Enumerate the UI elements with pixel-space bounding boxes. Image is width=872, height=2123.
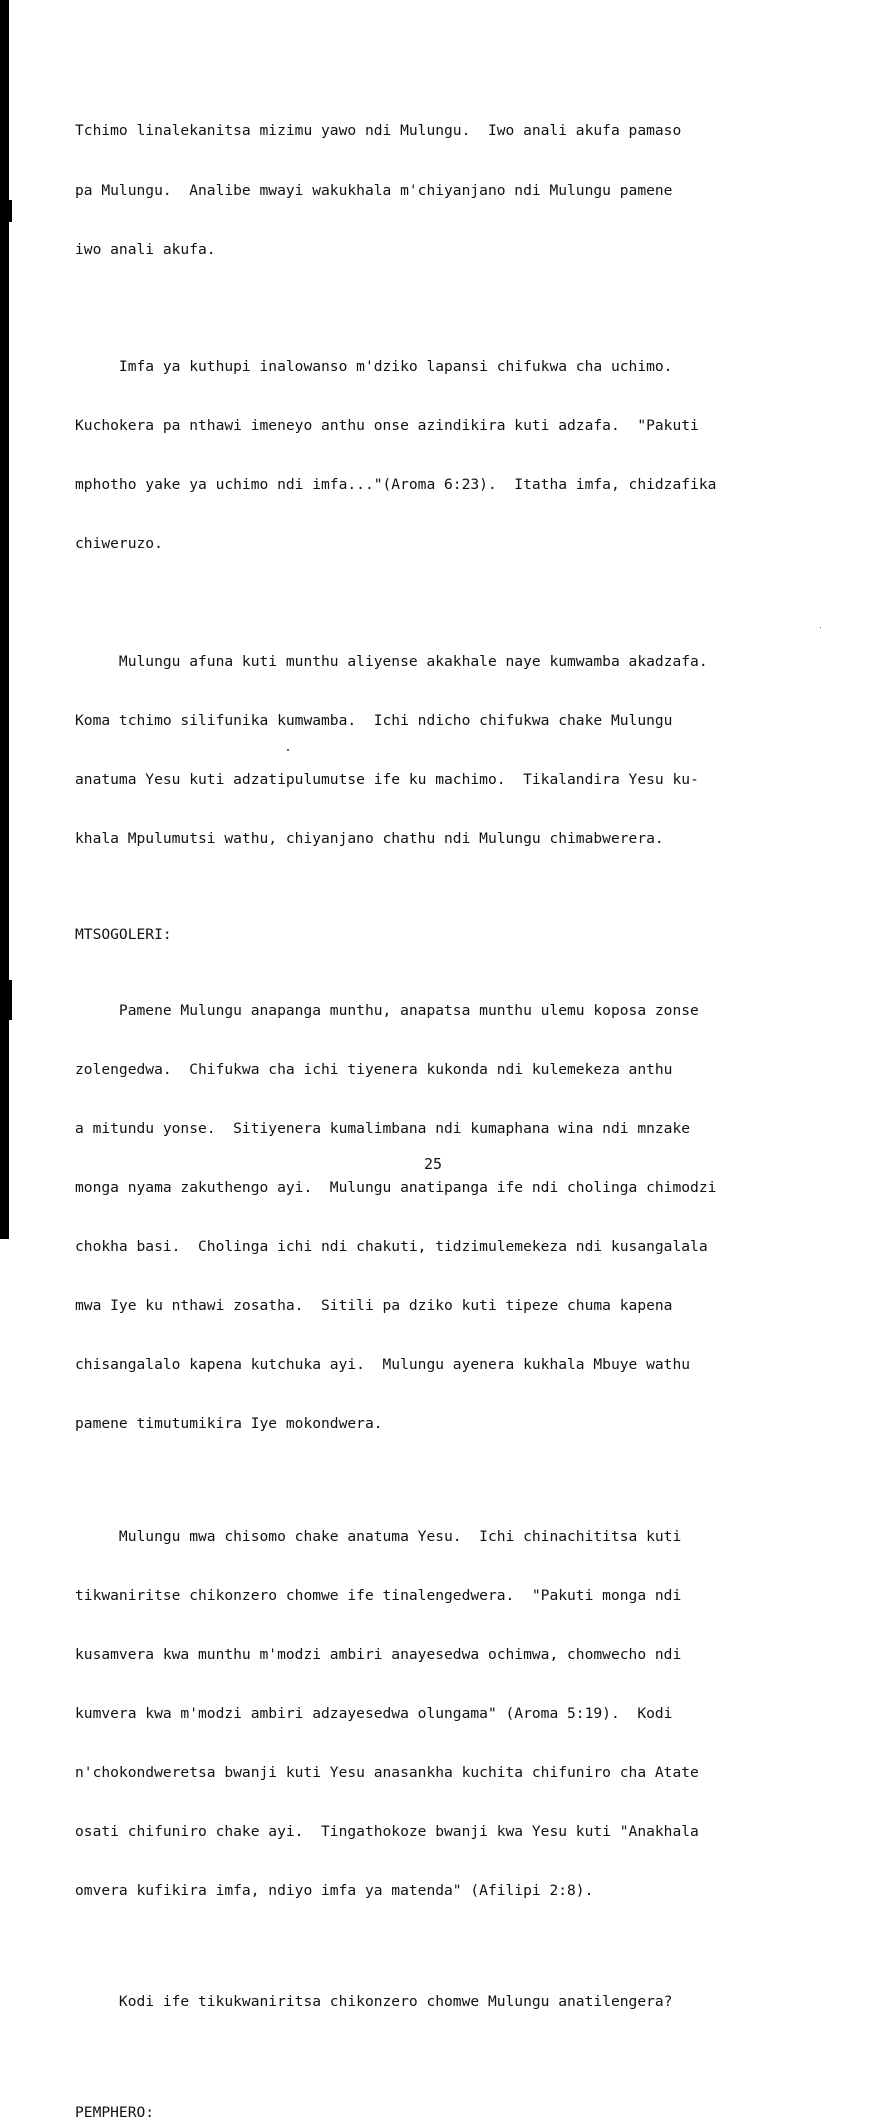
text-line: osati chifuniro chake ayi. Tingathokoze bwanji kwa Yesu kuti "Anakhala [75, 1823, 699, 1841]
text-line: Kuchokera pa nthawi imeneyo anthu onse azindikira kuti adzafa. "Pakuti [75, 417, 699, 435]
text-line: mwa Iye ku nthawi zosatha. Sitili pa dziko kuti tipeze chuma kapena [75, 1297, 673, 1315]
paragraph-pamene [75, 961, 815, 1473]
text-line: Pamene Mulungu anapanga munthu, anapatsa munthu ulemu koposa zonse [75, 1001, 699, 1019]
paragraph-tchimo [75, 82, 815, 299]
text-line: zolengedwa. Chifukwa cha ichi tiyenera kukonda ndi kulemekeza anthu [75, 1060, 673, 1078]
text-line: iwo anali akufa. [75, 240, 216, 258]
text-line: anatuma Yesu kuti adzatipulumutse ife ku machimo. Tikalandira Yesu ku- [75, 771, 699, 789]
paragraph-question [75, 1953, 815, 2052]
scan-speck [820, 627, 821, 628]
page-number: 25 [424, 1155, 443, 1173]
text-line: Kodi ife tikukwaniritsa chikonzero chomwe Mulungu anatilengera? [75, 1992, 673, 2010]
page-body [75, 82, 815, 2123]
heading-pemphero: PEMPHERO: [75, 2104, 155, 2122]
text-line: omvera kufikira imfa, ndiyo imfa ya matenda" (Afilipi 2:8). [75, 1882, 594, 1900]
text-line: Tchimo linalekanitsa mizimu yawo ndi Mulungu. Iwo anali akufa pamaso [75, 122, 682, 140]
text-line: Mulungu mwa chisomo chake anatuma Yesu. Ichi chinachititsa kuti [75, 1527, 682, 1545]
paragraph-imfa [75, 318, 815, 594]
text-line: n'chokondweretsa bwanji kuti Yesu anasankha kuchita chifuniro cha Atate [75, 1764, 699, 1782]
text-line: khala Mpulumutsi wathu, chiyanjano chathu ndi Mulungu chimabwerera. [75, 830, 664, 848]
text-line: kusamvera kwa munthu m'modzi ambiri anayesedwa ochimwa, chomwecho ndi [75, 1646, 682, 1664]
paragraph-chisomo [75, 1487, 815, 1940]
text-line: mphotho yake ya uchimo ndi imfa..."(Aroma 6:23). Itatha imfa, chidzafika [75, 476, 717, 494]
text-line: pamene timutumikira Iye mokondwera. [75, 1415, 383, 1433]
text-line: Imfa ya kuthupi inalowanso m'dziko lapansi chifukwa cha uchimo. [75, 358, 673, 376]
paragraph-mulungu-afuna [75, 613, 815, 889]
text-line: chokha basi. Cholinga ichi ndi chakuti, tidzimulemekeza ndi kusangalala [75, 1237, 708, 1255]
scan-binding-edge [0, 0, 9, 1239]
heading-mtsogoleri: MTSOGOLERI: [75, 926, 172, 944]
text-line: tikwaniritse chikonzero chomwe ife tinalengedwera. "Pakuti monga ndi [75, 1586, 682, 1604]
text-line: chiweruzo. [75, 535, 163, 553]
text-line: Mulungu afuna kuti munthu aliyense akakhale naye kumwamba akadzafa. [75, 652, 708, 670]
text-line: Koma tchimo silifunika kumwamba. Ichi ndicho chifukwa chake Mulungu [75, 712, 673, 730]
text-line: monga nyama zakuthengo ayi. Mulungu anatipanga ife ndi cholinga chimodzi [75, 1178, 717, 1196]
scan-speck [287, 749, 289, 751]
scan-edge-mark [9, 200, 12, 222]
scan-edge-mark [9, 980, 12, 1020]
text-line: chisangalalo kapena kutchuka ayi. Mulungu ayenera kukhala Mbuye wathu [75, 1356, 691, 1374]
text-line: a mitundu yonse. Sitiyenera kumalimbana ndi kumaphana wina ndi mnzake [75, 1119, 691, 1137]
text-line: pa Mulungu. Analibe mwayi wakukhala m'chiyanjano ndi Mulungu pamene [75, 181, 673, 199]
text-line: kumvera kwa m'modzi ambiri adzayesedwa olungama" (Aroma 5:19). Kodi [75, 1705, 673, 1723]
